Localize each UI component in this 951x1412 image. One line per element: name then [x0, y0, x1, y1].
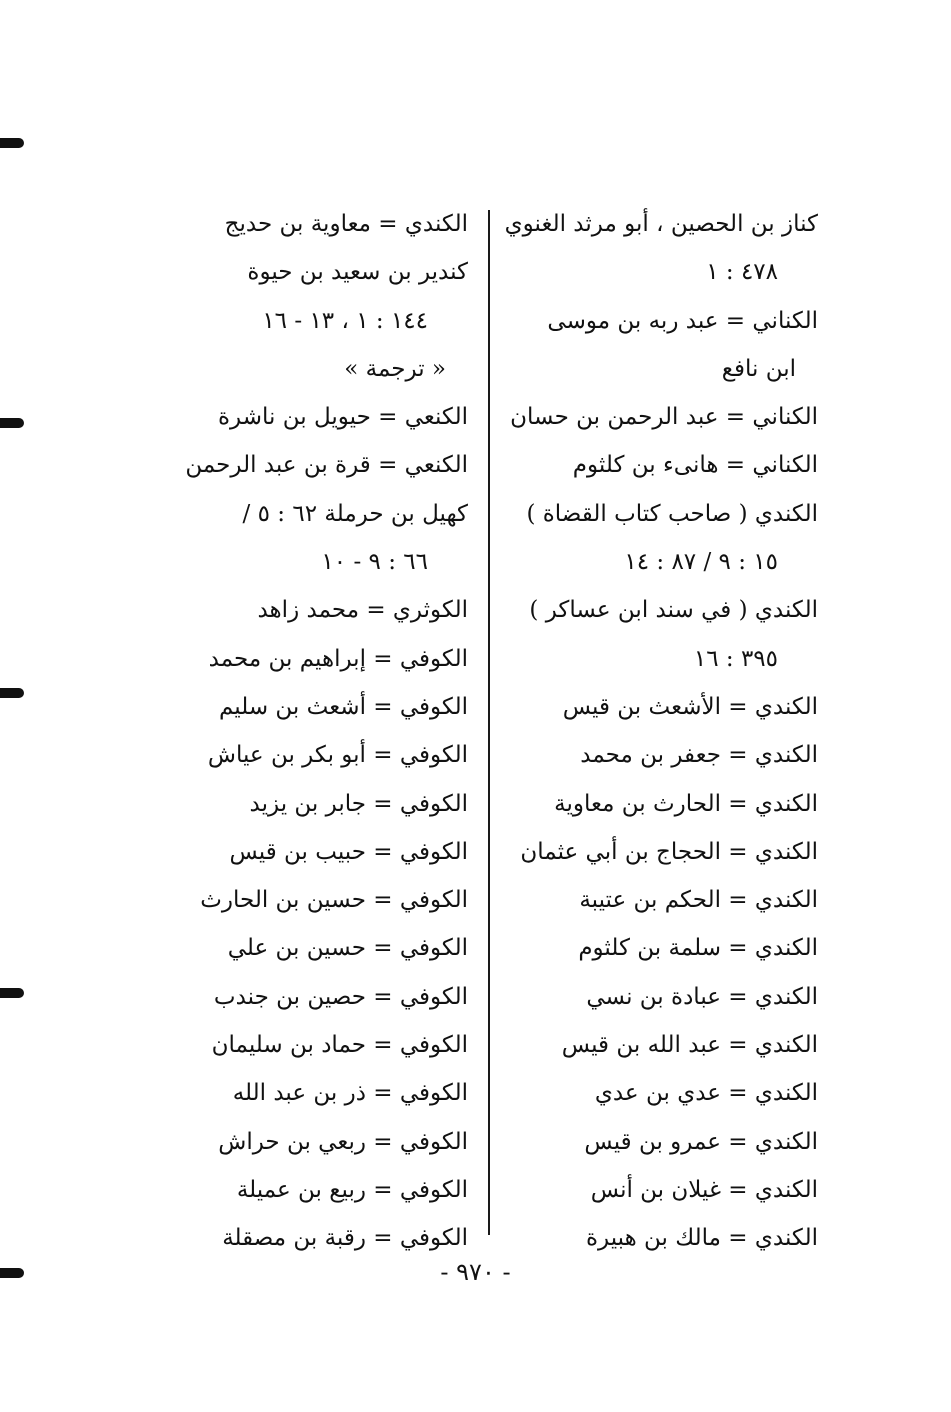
index-entry: الكوثري = محمد زاهد — [257, 597, 468, 624]
index-entry: الكناني = عبد ربه بن موسى — [547, 307, 818, 334]
page-number: - ٩٧٠ - — [440, 1258, 511, 1286]
index-entry: الكناني = هانىء بن كلثوم — [572, 452, 818, 479]
index-entry: الكندي ( صاحب كتاب القضاة ) — [526, 500, 818, 527]
index-entry: الكندي = جعفر بن محمد — [580, 742, 818, 769]
index-entry: الكندي = الأشعث بن قيس — [562, 693, 818, 720]
scan-edge-mark — [0, 418, 24, 428]
index-reference: ٣٩٥ : ١٦ — [693, 645, 778, 672]
index-entry: الكوفي = إبراهيم بن محمد — [208, 645, 468, 672]
index-entry: الكندي = معاوية بن حديج — [224, 211, 468, 237]
index-entry: كندير بن سعيد بن حيوة — [247, 259, 468, 286]
index-entry: الكندي = عبادة بن نسي — [586, 983, 818, 1010]
column-divider — [488, 210, 490, 1235]
index-column-left — [150, 200, 468, 1263]
index-entry: الكندي = سلمة بن كلثوم — [578, 935, 818, 962]
index-entry: الكنعي = قرة بن عبد الرحمن — [185, 452, 468, 479]
scan-edge-mark — [0, 688, 24, 698]
index-entry: الكوفي = حسين بن علي — [227, 935, 468, 962]
index-entry: الكندي = عمرو بن قيس — [584, 1128, 818, 1155]
index-entry: الكوفي = ذر بن عبد الله — [232, 1080, 468, 1107]
scan-edge-mark — [0, 988, 24, 998]
index-entry: الكوفي = حبيب بن قيس — [229, 838, 468, 865]
index-reference: ٤٧٨ : ١ — [706, 259, 778, 286]
index-entry: الكندي = الحجاج بن أبي عثمان — [520, 838, 818, 865]
index-entry: الكندي ( في سند ابن عساكر ) — [529, 597, 818, 624]
index-entry-continuation: ابن نافع — [721, 355, 796, 382]
index-entry: الكوفي = جابر بن يزيد — [249, 790, 468, 817]
index-entry: الكوفي = أشعث بن سليم — [218, 693, 468, 720]
index-entry: الكندي = عدي بن عدي — [594, 1080, 818, 1107]
index-entry: الكناني = عبد الرحمن بن حسان — [510, 404, 818, 431]
index-entry: الكوفي = أبو بكر بن عياش — [207, 742, 468, 769]
index-entry: الكنعي = حيويل بن ناشرة — [217, 404, 468, 431]
index-reference: ١٥ : ٩ / ٨٧ : ١٤ — [624, 549, 778, 576]
index-entry: الكوفي = رقبة بن مصقلة — [222, 1225, 468, 1252]
index-entry: كناز بن الحصين ، أبو مرثد الغنوي — [504, 211, 818, 237]
index-entry: الكوفي = حصين بن جندب — [213, 983, 468, 1010]
index-entry: كهيل بن حرملة ٦٢ : ٥ / — [242, 500, 468, 527]
index-entry: الكوفي = ربعي بن حراش — [218, 1128, 468, 1155]
index-note: « ترجمة » — [344, 355, 446, 382]
index-entry: الكندي = الحارث بن معاوية — [554, 790, 818, 817]
index-entry: الكندي = عبد الله بن قيس — [561, 1032, 818, 1059]
index-reference: ١٤٤ : ١ ، ١٣ - ١٦ — [262, 307, 428, 334]
index-column-right — [488, 200, 818, 1263]
scan-edge-mark — [0, 138, 24, 148]
index-entry: الكوفي = حماد بن سليمان — [211, 1032, 468, 1059]
index-entry: الكندي = مالك بن هبيرة — [585, 1225, 818, 1252]
index-entry: الكندي = الحكم بن عتيبة — [579, 887, 818, 914]
index-entry: الكندي = غيلان بن أنس — [590, 1176, 818, 1203]
index-entry: الكوفي = حسين بن الحارث — [200, 887, 468, 914]
index-entry: الكوفي = ربيع بن عميلة — [236, 1176, 468, 1203]
index-reference: ٦٦ : ٩ - ١٠ — [321, 549, 428, 576]
